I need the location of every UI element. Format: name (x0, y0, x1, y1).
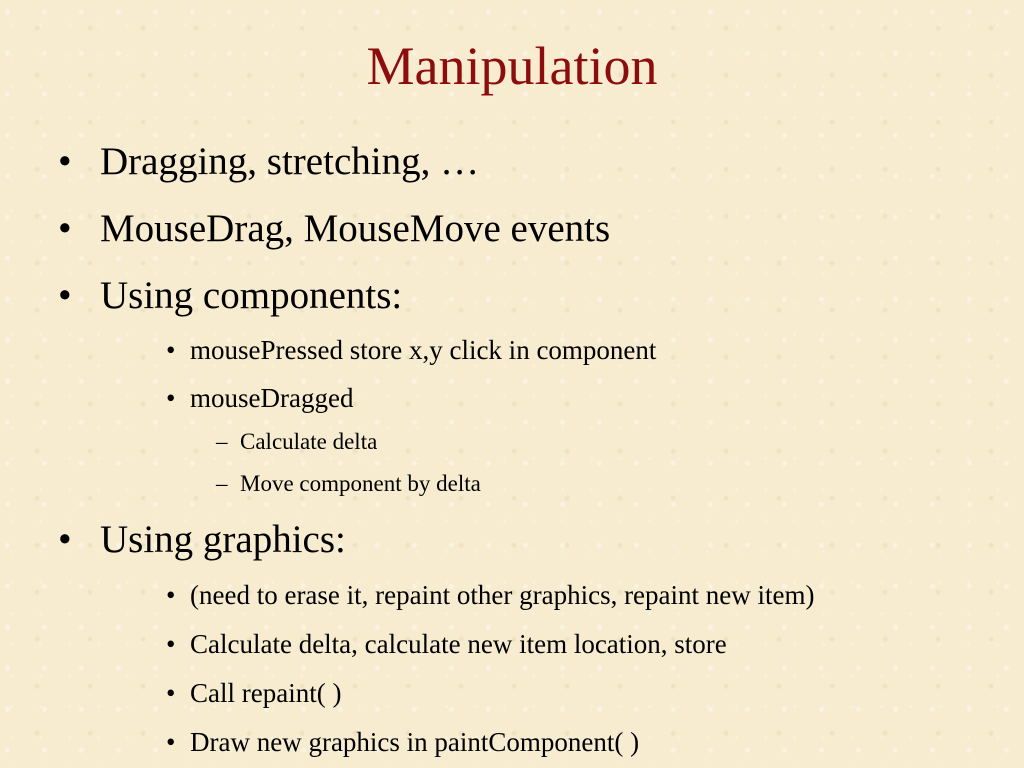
bullet-icon: • (166, 678, 176, 708)
sub-bullet-item (166, 579, 815, 611)
bullet-item (58, 518, 346, 562)
sub-bullet-item (166, 334, 657, 366)
bullet-icon: • (58, 274, 72, 317)
sub-bullet-item (166, 628, 727, 660)
sub-sub-item (216, 470, 481, 498)
bullet-item (58, 274, 403, 318)
bullet-text: Calculate delta, calculate new item location, store (190, 629, 727, 659)
bullet-text: Move component by delta (240, 471, 481, 496)
sub-bullet-item (166, 677, 342, 709)
bullet-text: (need to erase it, repaint other graphics, repaint new item) (190, 580, 815, 610)
bullet-text: mousePressed store x,y click in component (190, 335, 657, 365)
bullet-icon: • (166, 335, 176, 365)
bullet-icon: • (58, 207, 72, 250)
bullet-text: Call repaint( ) (190, 678, 342, 708)
bullet-item (58, 140, 480, 184)
bullet-icon: • (166, 727, 176, 757)
bullet-icon: • (166, 580, 176, 610)
bullet-icon: • (58, 518, 72, 561)
slide-title: Manipulation (366, 36, 658, 96)
sub-bullet-item (166, 382, 354, 414)
bullet-text: Dragging, stretching, … (100, 140, 480, 183)
bullet-text: Draw new graphics in paintComponent( ) (190, 727, 640, 757)
bullet-text: Calculate delta (240, 429, 378, 454)
sub-sub-item (216, 428, 378, 456)
bullet-text: Using graphics: (100, 518, 346, 561)
bullet-icon: • (166, 383, 176, 413)
dash-icon: – (216, 429, 228, 454)
bullet-text: Using components: (100, 274, 403, 317)
bullet-icon: • (58, 140, 72, 183)
dash-icon: – (216, 471, 228, 496)
sub-bullet-item (166, 726, 640, 758)
bullet-icon: • (166, 629, 176, 659)
bullet-text: MouseDrag, MouseMove events (100, 207, 611, 250)
bullet-item (58, 207, 611, 251)
bullet-text: mouseDragged (190, 383, 354, 413)
